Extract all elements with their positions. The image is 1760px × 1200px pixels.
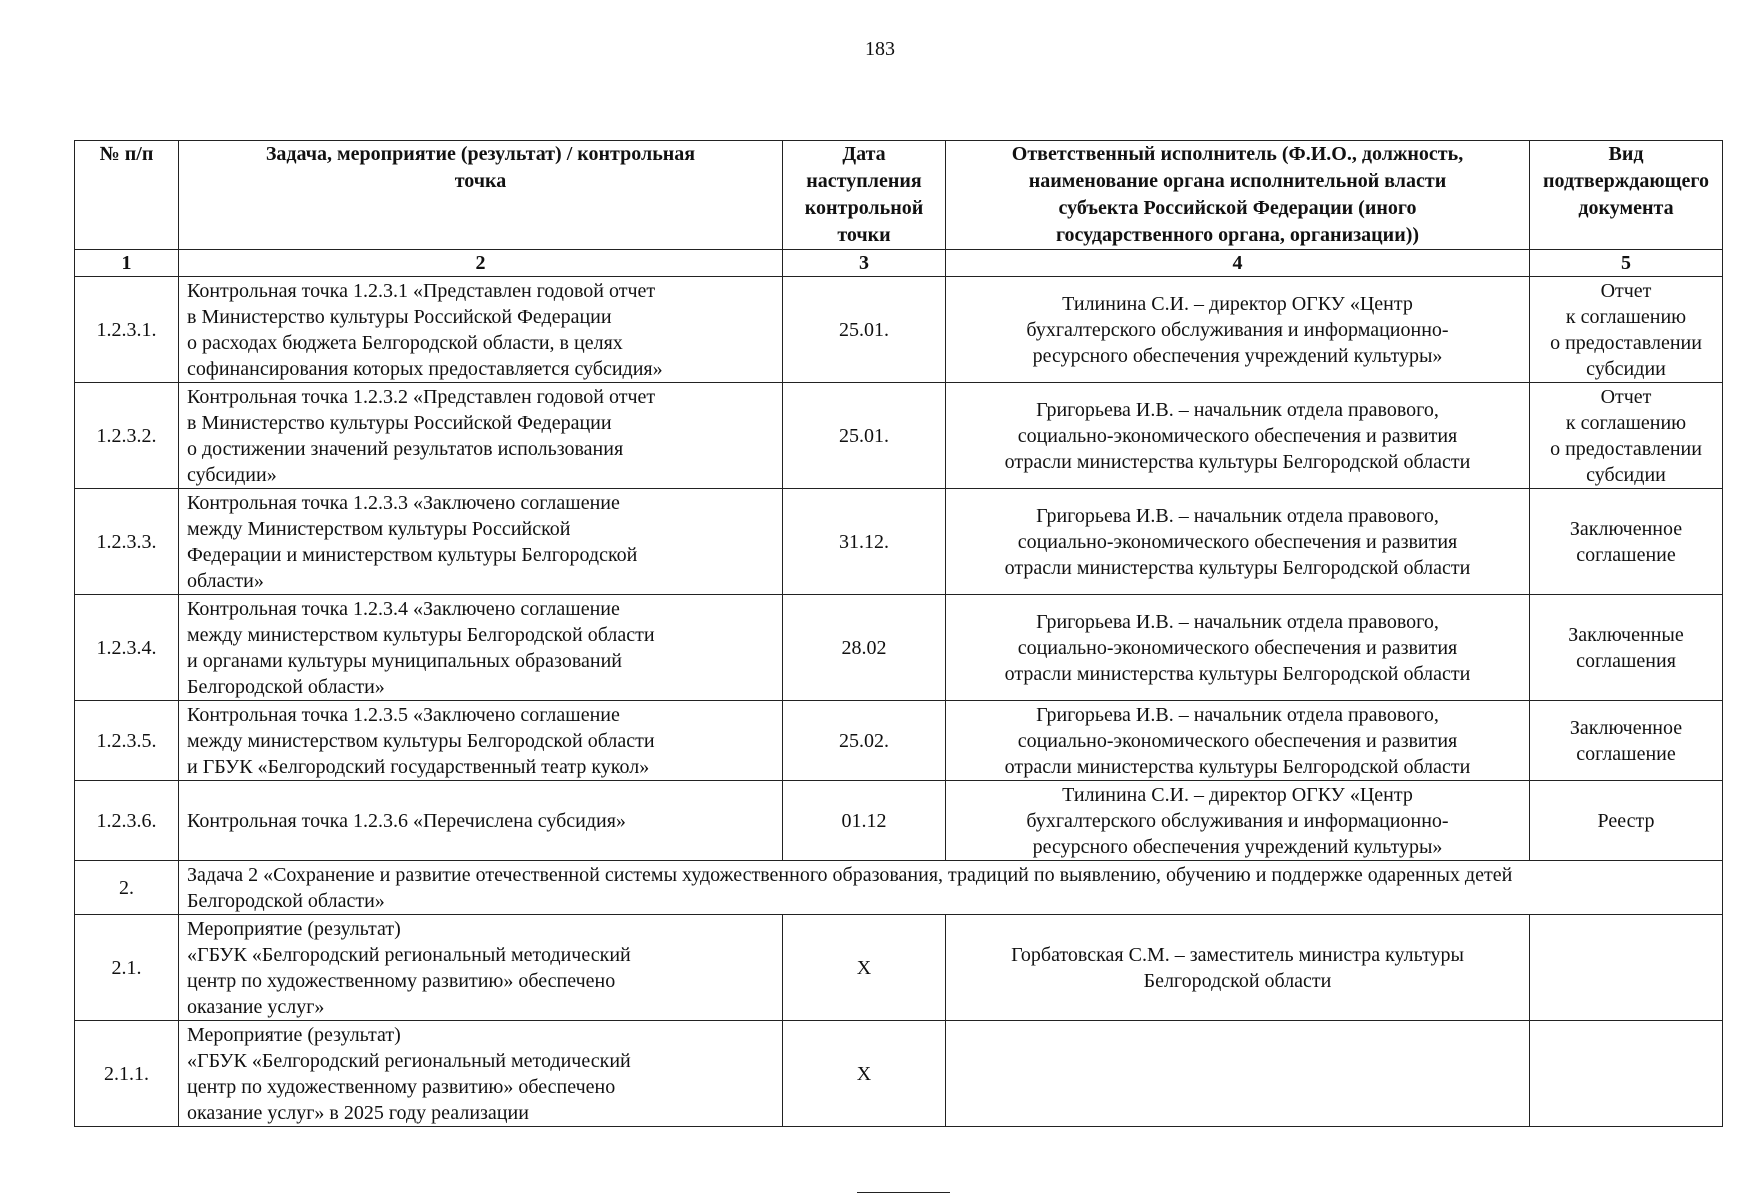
row-task: Контрольная точка 1.2.3.1 «Представлен годовой отчет в Министерство культуры Российской Федерации о расходах бюджета Белгородской области, в целях софинансирования которых предоставляется субсидия» (179, 277, 783, 383)
header-document: Вид подтверждающего документа (1530, 141, 1723, 250)
row-responsible: Горбатовская С.М. – заместитель министра культуры Белгородской области (946, 915, 1530, 1021)
row-document (1530, 915, 1723, 1021)
row-date: 31.12. (783, 489, 946, 595)
row-date: X (783, 915, 946, 1021)
header-number: № п/п (75, 141, 179, 250)
column-number: 5 (1530, 250, 1723, 277)
row-task: Контрольная точка 1.2.3.2 «Представлен годовой отчет в Министерство культуры Российской Федерации о достижении значений результатов использования субсидии» (179, 383, 783, 489)
row-responsible: Григорьева И.В. – начальник отдела правового, социально-экономического обеспечения и развития отрасли министерства культуры Белгородской области (946, 595, 1530, 701)
row-date: 01.12 (783, 781, 946, 861)
row-document (1530, 1021, 1723, 1127)
row-responsible: Григорьева И.В. – начальник отдела правового, социально-экономического обеспечения и развития отрасли министерства культуры Белгородской области (946, 489, 1530, 595)
task-number: 2. (75, 861, 179, 915)
table-row (75, 1021, 1723, 1127)
row-date: 25.02. (783, 701, 946, 781)
row-task: Контрольная точка 1.2.3.4 «Заключено соглашение между министерством культуры Белгородской области и органами культуры муниципальных образований Белгородской области» (179, 595, 783, 701)
column-number: 3 (783, 250, 946, 277)
row-number: 2.1. (75, 915, 179, 1021)
row-responsible: Тилинина С.И. – директор ОГКУ «Центр бухгалтерского обслуживания и информационно- ресурсного обеспечения учреждений культуры» (946, 277, 1530, 383)
row-number: 1.2.3.5. (75, 701, 179, 781)
row-document: Заключенное соглашение (1530, 489, 1723, 595)
column-number: 1 (75, 250, 179, 277)
column-number-row (75, 250, 1723, 277)
task-title: Задача 2 «Сохранение и развитие отечественной системы художественного образования, традиций по выявлению, обучению и поддержке одаренных детей Белгородской области» (179, 861, 1723, 915)
row-date: 25.01. (783, 277, 946, 383)
table-row (75, 701, 1723, 781)
header-task: Задача, мероприятие (результат) / контрольная точка (179, 141, 783, 250)
column-number: 4 (946, 250, 1530, 277)
footer-divider (857, 1192, 950, 1193)
row-number: 2.1.1. (75, 1021, 179, 1127)
row-responsible: Григорьева И.В. – начальник отдела правового, социально-экономического обеспечения и развития отрасли министерства культуры Белгородской области (946, 701, 1530, 781)
row-number: 1.2.3.3. (75, 489, 179, 595)
header-row (75, 141, 1723, 250)
column-number: 2 (179, 250, 783, 277)
row-date: X (783, 1021, 946, 1127)
row-task: Контрольная точка 1.2.3.6 «Перечислена субсидия» (179, 781, 783, 861)
row-date: 28.02 (783, 595, 946, 701)
table-row (75, 915, 1723, 1021)
table-row (75, 595, 1723, 701)
row-number: 1.2.3.6. (75, 781, 179, 861)
header-date: Дата наступления контрольной точки (783, 141, 946, 250)
row-task: Контрольная точка 1.2.3.5 «Заключено соглашение между министерством культуры Белгородской области и ГБУК «Белгородский государственный театр кукол» (179, 701, 783, 781)
row-responsible: Григорьева И.В. – начальник отдела правового, социально-экономического обеспечения и развития отрасли министерства культуры Белгородской области (946, 383, 1530, 489)
row-document: Заключенные соглашения (1530, 595, 1723, 701)
row-task: Мероприятие (результат) «ГБУК «Белгородский региональный методический центр по художественному развитию» обеспечено оказание услуг» в 2025 году реализации (179, 1021, 783, 1127)
row-number: 1.2.3.4. (75, 595, 179, 701)
header-responsible: Ответственный исполнитель (Ф.И.О., должность, наименование органа исполнительной власти субъекта Российской Федерации (иного государственного органа, организации)) (946, 141, 1530, 250)
row-task: Мероприятие (результат) «ГБУК «Белгородский региональный методический центр по художественному развитию» обеспечено оказание услуг» (179, 915, 783, 1021)
table-row (75, 277, 1723, 383)
row-document: Заключенное соглашение (1530, 701, 1723, 781)
row-document: Отчет к соглашению о предоставлении субсидии (1530, 277, 1723, 383)
row-responsible: Тилинина С.И. – директор ОГКУ «Центр бухгалтерского обслуживания и информационно- ресурсного обеспечения учреждений культуры» (946, 781, 1530, 861)
table-row (75, 489, 1723, 595)
row-document: Реестр (1530, 781, 1723, 861)
row-task: Контрольная точка 1.2.3.3 «Заключено соглашение между Министерством культуры Российской Федерации и министерством культуры Белгородской области» (179, 489, 783, 595)
table-row (75, 383, 1723, 489)
row-date: 25.01. (783, 383, 946, 489)
row-responsible (946, 1021, 1530, 1127)
row-number: 1.2.3.2. (75, 383, 179, 489)
task-row (75, 861, 1723, 915)
control-points-table (74, 140, 1723, 1127)
page-number: 183 (865, 38, 895, 60)
row-document: Отчет к соглашению о предоставлении субсидии (1530, 383, 1723, 489)
table-row (75, 781, 1723, 861)
row-number: 1.2.3.1. (75, 277, 179, 383)
